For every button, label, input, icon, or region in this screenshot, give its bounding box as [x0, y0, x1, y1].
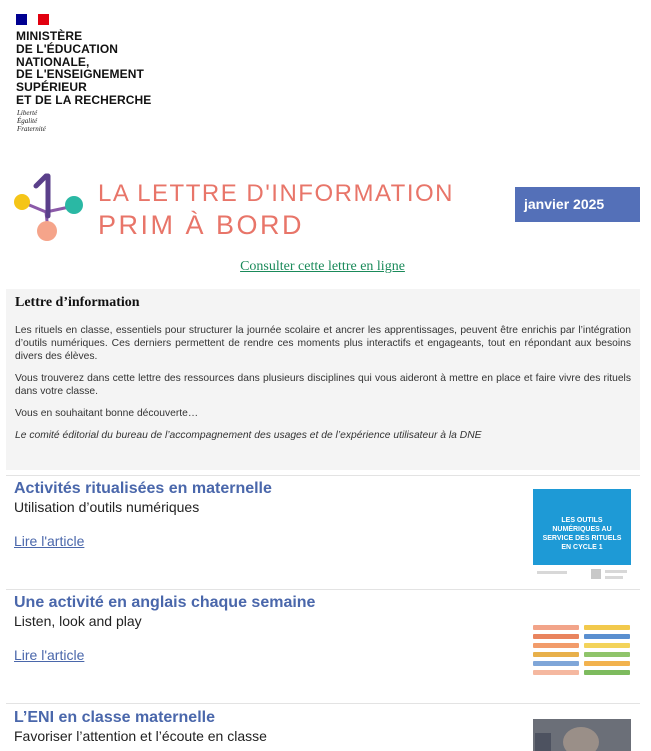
thumbnail-photo-shape	[563, 727, 599, 751]
months-thumbnail[interactable]	[533, 624, 631, 684]
ministry-line: NATIONALE,	[16, 54, 90, 69]
intro-paragraph: Les rituels en classe, essentiels pour structurer la journée scolaire et ancrer les apprentissages, peuvent être enrichis par l’intégration d’outils numériques. Ces derniers permettent de rendre ces moments plus interactifs et engageants, tout en répondant aux besoins divers des élèves.	[15, 325, 631, 362]
month-chip	[533, 643, 579, 648]
thumbnail-decor	[605, 570, 627, 573]
thumbnail-decor	[537, 571, 567, 574]
article-thumbnail[interactable]	[533, 489, 631, 587]
read-article-link[interactable]: Lire l'article	[14, 647, 85, 663]
month-chip	[584, 661, 630, 666]
month-chip	[533, 625, 579, 630]
ministry-motto	[17, 109, 46, 133]
month-chip	[584, 652, 630, 657]
view-online-link[interactable]: Consulter cette lettre en ligne	[240, 259, 405, 274]
month-chip	[584, 670, 630, 675]
article-subtitle: Listen, look and play	[14, 613, 142, 629]
motto-line: Fraternité	[17, 125, 46, 133]
newsletter-name: PRIM À BORD	[98, 210, 305, 240]
article-subtitle: Favoriser l’attention et l’écoute en classe	[14, 728, 267, 744]
republic-flag-icon	[16, 14, 49, 25]
month-chip	[533, 634, 579, 639]
divider	[6, 589, 640, 590]
newsletter-title: LA LETTRE D'INFORMATION	[98, 180, 455, 207]
divider	[6, 703, 640, 704]
motto-line: Égalité	[17, 117, 38, 125]
divider	[6, 475, 640, 476]
month-chip	[584, 625, 630, 630]
intro-heading: Lettre d’information	[15, 295, 140, 310]
thumbnail-caption: LES OUTILS NUMÉRIQUES AU SERVICE DES RITUELS EN CYCLE 1	[542, 517, 622, 551]
motto-line: Liberté	[17, 109, 38, 117]
intro-section	[6, 289, 640, 470]
issue-date-badge: janvier 2025	[515, 187, 640, 222]
ministry-line: MINISTÈRE	[16, 29, 83, 43]
thumbnail-decor	[605, 576, 623, 579]
article-subtitle: Utilisation d’outils numériques	[14, 499, 200, 515]
ministry-line: DE L'ENSEIGNEMENT	[16, 67, 144, 82]
article-thumbnail[interactable]	[533, 719, 631, 751]
prim-a-bord-logo-icon	[12, 172, 90, 242]
intro-signature: Le comité éditorial du bureau de l’accompagnement des usages et de l’expérience utilisateur à la DNE	[15, 430, 482, 441]
month-chip	[533, 670, 579, 675]
intro-paragraph: Vous en souhaitant bonne découverte…	[15, 408, 199, 419]
thumbnail-footer	[533, 565, 631, 587]
ministry-line: SUPÉRIEUR	[16, 80, 87, 95]
month-chip	[584, 634, 630, 639]
month-chip	[584, 643, 630, 648]
ministry-line: DE L'ÉDUCATION	[16, 41, 119, 56]
article-title[interactable]: Activités ritualisées en maternelle	[14, 480, 272, 497]
thumbnail-photo-shape	[535, 733, 551, 751]
read-article-link[interactable]: Lire l'article	[14, 533, 85, 549]
thumbnail-decor	[591, 569, 601, 579]
article-title[interactable]: Une activité en anglais chaque semaine	[14, 594, 316, 611]
article-title[interactable]: L’ENI en classe maternelle	[14, 709, 215, 726]
intro-paragraph: Vous trouverez dans cette lettre des ressources dans plusieurs disciplines qui vous aideront à mettre en place et faire vivre des rituels dans votre classe.	[15, 373, 631, 397]
ministry-line: ET DE LA RECHERCHE	[16, 92, 152, 107]
ministry-name	[16, 30, 151, 107]
month-chip	[533, 661, 579, 666]
month-chip	[533, 652, 579, 657]
